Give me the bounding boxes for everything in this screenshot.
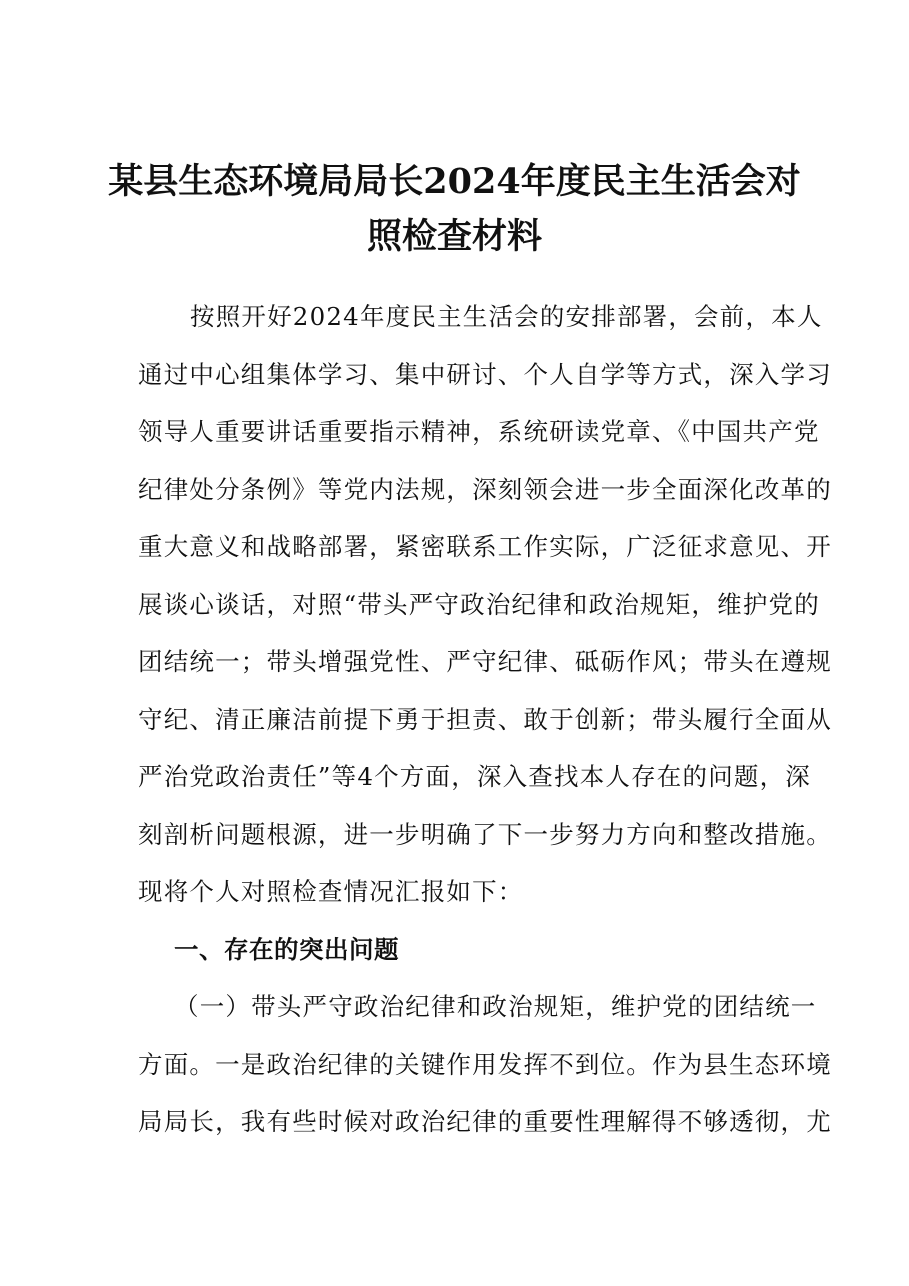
body-line: 严治党政治责任”等4个方面，深入查找本人存在的问题，深 [138, 762, 812, 791]
section-heading: 一、存在的突出问题 [174, 934, 399, 964]
body-line: 通过中心组集体学习、集中研讨、个人自学等方式，深入学习 [138, 359, 832, 389]
body-line: 按照开好2024年度民主生活会的安排部署，会前，本人 [190, 302, 823, 331]
body-line: 守纪、清正廉洁前提下勇于担责、敢于创新；带头履行全面从 [138, 704, 832, 734]
body-line: 展谈心谈话，对照“带头严守政治纪律和政治规矩，维护党的 [138, 589, 820, 619]
body-line: 刻剖析问题根源，进一步明确了下一步努力方向和整改措施。 [138, 819, 832, 849]
subsection-line: （一）带头严守政治纪律和政治规矩，维护党的团结统一 [174, 992, 817, 1021]
body-line: 重大意义和战略部署，紧密联系工作实际，广泛征求意见、开 [138, 532, 832, 561]
body-line: 现将个人对照检查情况汇报如下： [138, 877, 524, 906]
subsection-line: 局局长，我有些时候对政治纪律的重要性理解得不够透彻，尤 [138, 1107, 832, 1136]
body-line: 团结统一；带头增强党性、严守纪律、砥砺作风；带头在遵规 [138, 647, 832, 676]
document-body [138, 288, 832, 1151]
subsection-line: 方面。一是政治纪律的关键作用发挥不到位。作为县生态环境 [138, 1049, 832, 1079]
document-title-line-2: 照检查材料 [366, 216, 542, 257]
body-line: 纪律处分条例》等党内法规，深刻领会进一步全面深化改革的 [138, 474, 832, 504]
document-title-line-1: 某县生态环境局局长2024年度民主生活会对 [108, 161, 801, 202]
body-line: 领导人重要讲话重要指示精神，系统研读党章、《中国共产党 [138, 417, 820, 446]
